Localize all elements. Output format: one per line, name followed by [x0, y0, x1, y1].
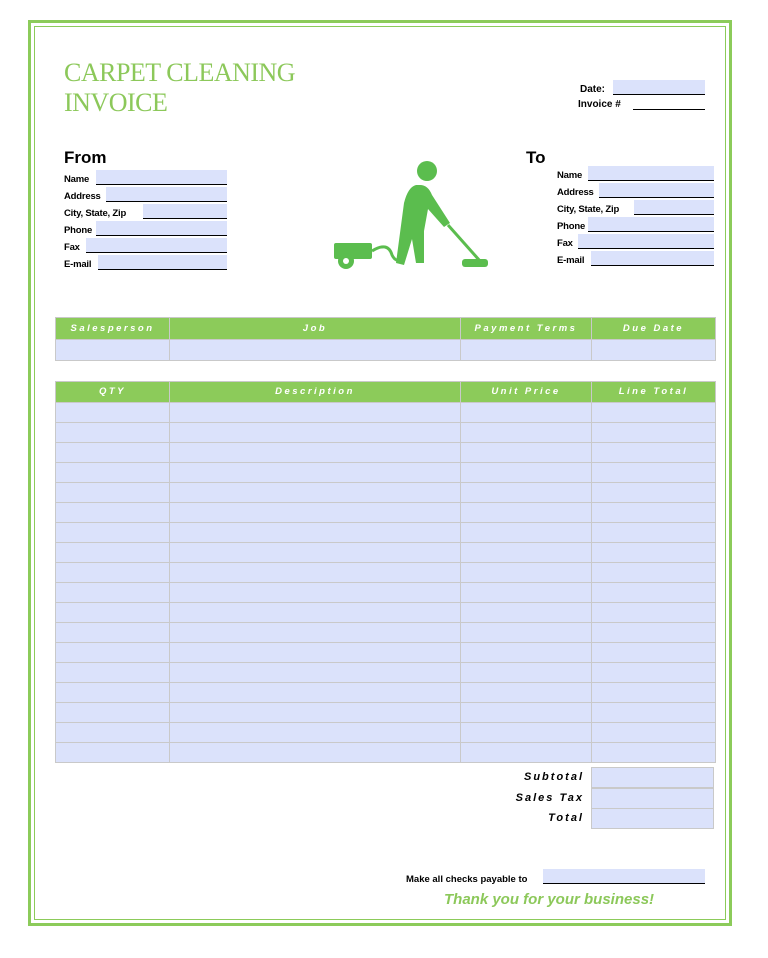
- job-table: [55, 317, 716, 361]
- table-row: [56, 703, 716, 723]
- total-label: Total: [548, 812, 584, 824]
- qty-cell[interactable]: [56, 523, 170, 543]
- line-total-cell[interactable]: [592, 563, 716, 583]
- invoice-title: [64, 58, 295, 118]
- items-table: [55, 381, 716, 763]
- line-total-cell[interactable]: [592, 403, 716, 423]
- qty-cell[interactable]: [56, 543, 170, 563]
- qty-cell[interactable]: [56, 663, 170, 683]
- from-field-input[interactable]: [96, 221, 227, 236]
- unit-price-cell[interactable]: [461, 743, 592, 763]
- checks-payable-field[interactable]: [543, 869, 705, 884]
- unit-price-cell[interactable]: [461, 603, 592, 623]
- line-total-cell[interactable]: [592, 743, 716, 763]
- qty-cell[interactable]: [56, 643, 170, 663]
- description-cell[interactable]: [170, 603, 461, 623]
- header-unit-price: Unit Price: [461, 382, 592, 403]
- from-field-input[interactable]: [96, 170, 227, 185]
- description-cell[interactable]: [170, 563, 461, 583]
- description-cell[interactable]: [170, 703, 461, 723]
- header-qty: QTY: [56, 382, 170, 403]
- table-row: [56, 743, 716, 763]
- line-total-cell[interactable]: [592, 643, 716, 663]
- description-cell[interactable]: [170, 663, 461, 683]
- description-cell[interactable]: [170, 643, 461, 663]
- qty-cell[interactable]: [56, 503, 170, 523]
- table-row: [56, 583, 716, 603]
- qty-cell[interactable]: [56, 443, 170, 463]
- unit-price-cell[interactable]: [461, 423, 592, 443]
- table-row: [56, 523, 716, 543]
- table-row: [56, 603, 716, 623]
- table-row: [56, 443, 716, 463]
- header-job: Job: [170, 318, 461, 340]
- unit-price-cell[interactable]: [461, 663, 592, 683]
- qty-cell[interactable]: [56, 603, 170, 623]
- description-cell[interactable]: [170, 463, 461, 483]
- items-body: [56, 403, 716, 763]
- qty-cell[interactable]: [56, 743, 170, 763]
- due-date-cell[interactable]: [592, 340, 716, 361]
- to-field-input[interactable]: [578, 234, 714, 249]
- unit-price-cell[interactable]: [461, 523, 592, 543]
- sales-tax-label: Sales Tax: [515, 792, 584, 804]
- from-field-label: E-mail: [64, 259, 92, 270]
- table-row: [56, 403, 716, 423]
- job-cell[interactable]: [170, 340, 461, 361]
- date-label: Date:: [580, 84, 606, 95]
- to-field-input[interactable]: [588, 217, 714, 232]
- header-payment-terms: Payment Terms: [461, 318, 592, 340]
- line-total-cell[interactable]: [592, 543, 716, 563]
- line-total-cell[interactable]: [592, 583, 716, 603]
- table-row: [56, 663, 716, 683]
- qty-cell[interactable]: [56, 583, 170, 603]
- qty-cell[interactable]: [56, 563, 170, 583]
- description-cell[interactable]: [170, 483, 461, 503]
- qty-cell[interactable]: [56, 463, 170, 483]
- line-total-cell[interactable]: [592, 523, 716, 543]
- table-row: [56, 463, 716, 483]
- to-field-input[interactable]: [591, 251, 714, 266]
- qty-cell[interactable]: [56, 623, 170, 643]
- description-cell[interactable]: [170, 443, 461, 463]
- table-row: [56, 563, 716, 583]
- description-cell[interactable]: [170, 403, 461, 423]
- qty-cell[interactable]: [56, 703, 170, 723]
- line-total-cell[interactable]: [592, 703, 716, 723]
- to-field-label: E-mail: [557, 255, 585, 266]
- to-field-label: Phone: [557, 221, 586, 232]
- from-field-label: Address: [64, 191, 101, 202]
- unit-price-cell[interactable]: [461, 583, 592, 603]
- from-field-label: Name: [64, 174, 90, 185]
- to-field-input[interactable]: [599, 183, 714, 198]
- line-total-cell[interactable]: [592, 443, 716, 463]
- header-description: Description: [170, 382, 461, 403]
- unit-price-cell[interactable]: [461, 703, 592, 723]
- line-total-cell[interactable]: [592, 683, 716, 703]
- from-field-input[interactable]: [143, 204, 227, 219]
- unit-price-cell[interactable]: [461, 723, 592, 743]
- from-field-input[interactable]: [106, 187, 227, 202]
- table-row: [56, 483, 716, 503]
- unit-price-cell[interactable]: [461, 543, 592, 563]
- table-row: [56, 503, 716, 523]
- line-total-cell[interactable]: [592, 463, 716, 483]
- unit-price-cell[interactable]: [461, 403, 592, 423]
- to-field-label: City, State, Zip: [557, 204, 620, 215]
- invoice-number-label: Invoice #: [578, 99, 621, 110]
- from-heading: From: [64, 148, 107, 167]
- line-total-cell[interactable]: [592, 423, 716, 443]
- date-field[interactable]: [613, 80, 705, 95]
- table-row: [56, 683, 716, 703]
- unit-price-cell[interactable]: [461, 483, 592, 503]
- title-line-1: CARPET CLEANING: [64, 58, 296, 87]
- description-cell[interactable]: [170, 503, 461, 523]
- header-due-date: Due Date: [592, 318, 716, 340]
- description-cell[interactable]: [170, 423, 461, 443]
- unit-price-cell[interactable]: [461, 503, 592, 523]
- from-field-label: City, State, Zip: [64, 208, 127, 219]
- header-salesperson: Salesperson: [56, 318, 170, 340]
- qty-cell[interactable]: [56, 683, 170, 703]
- title-line-2: INVOICE: [64, 88, 168, 117]
- unit-price-cell[interactable]: [461, 683, 592, 703]
- line-total-cell[interactable]: [592, 483, 716, 503]
- unit-price-cell[interactable]: [461, 563, 592, 583]
- subtotal-field[interactable]: [591, 767, 714, 788]
- checks-payable-label: Make all checks payable to: [406, 874, 528, 885]
- sales-tax-field[interactable]: [591, 788, 714, 809]
- qty-cell[interactable]: [56, 403, 170, 423]
- header-line-total: Line Total: [592, 382, 716, 403]
- line-total-cell[interactable]: [592, 663, 716, 683]
- description-cell[interactable]: [170, 683, 461, 703]
- from-field-label: Fax: [64, 242, 80, 253]
- description-cell[interactable]: [170, 543, 461, 563]
- unit-price-cell[interactable]: [461, 463, 592, 483]
- to-field-label: Address: [557, 187, 594, 198]
- from-field-input[interactable]: [98, 255, 227, 270]
- table-row: [56, 543, 716, 563]
- to-field-input[interactable]: [634, 200, 714, 215]
- unit-price-cell[interactable]: [461, 643, 592, 663]
- line-total-cell[interactable]: [592, 503, 716, 523]
- description-cell[interactable]: [170, 623, 461, 643]
- line-total-cell[interactable]: [592, 603, 716, 623]
- to-heading: To: [526, 148, 546, 167]
- line-total-cell[interactable]: [592, 623, 716, 643]
- description-cell[interactable]: [170, 723, 461, 743]
- from-field-input[interactable]: [86, 238, 227, 253]
- qty-cell[interactable]: [56, 423, 170, 443]
- qty-cell[interactable]: [56, 483, 170, 503]
- total-field[interactable]: [591, 808, 714, 829]
- to-field-input[interactable]: [588, 166, 714, 181]
- table-row: [56, 723, 716, 743]
- unit-price-cell[interactable]: [461, 623, 592, 643]
- table-row: [56, 643, 716, 663]
- unit-price-cell[interactable]: [461, 443, 592, 463]
- invoice-number-field[interactable]: [633, 95, 705, 110]
- carpet-cleaner-icon: [330, 155, 492, 275]
- qty-cell[interactable]: [56, 723, 170, 743]
- to-field-label: Name: [557, 170, 583, 181]
- description-cell[interactable]: [170, 583, 461, 603]
- table-row: [56, 423, 716, 443]
- from-field-label: Phone: [64, 225, 93, 236]
- thank-you-message: Thank you for your business!: [444, 891, 655, 908]
- subtotal-label: Subtotal: [524, 771, 584, 783]
- description-cell[interactable]: [170, 743, 461, 763]
- line-total-cell[interactable]: [592, 723, 716, 743]
- table-row: [56, 623, 716, 643]
- to-field-label: Fax: [557, 238, 573, 249]
- payment-terms-cell[interactable]: [461, 340, 592, 361]
- salesperson-cell[interactable]: [56, 340, 170, 361]
- description-cell[interactable]: [170, 523, 461, 543]
